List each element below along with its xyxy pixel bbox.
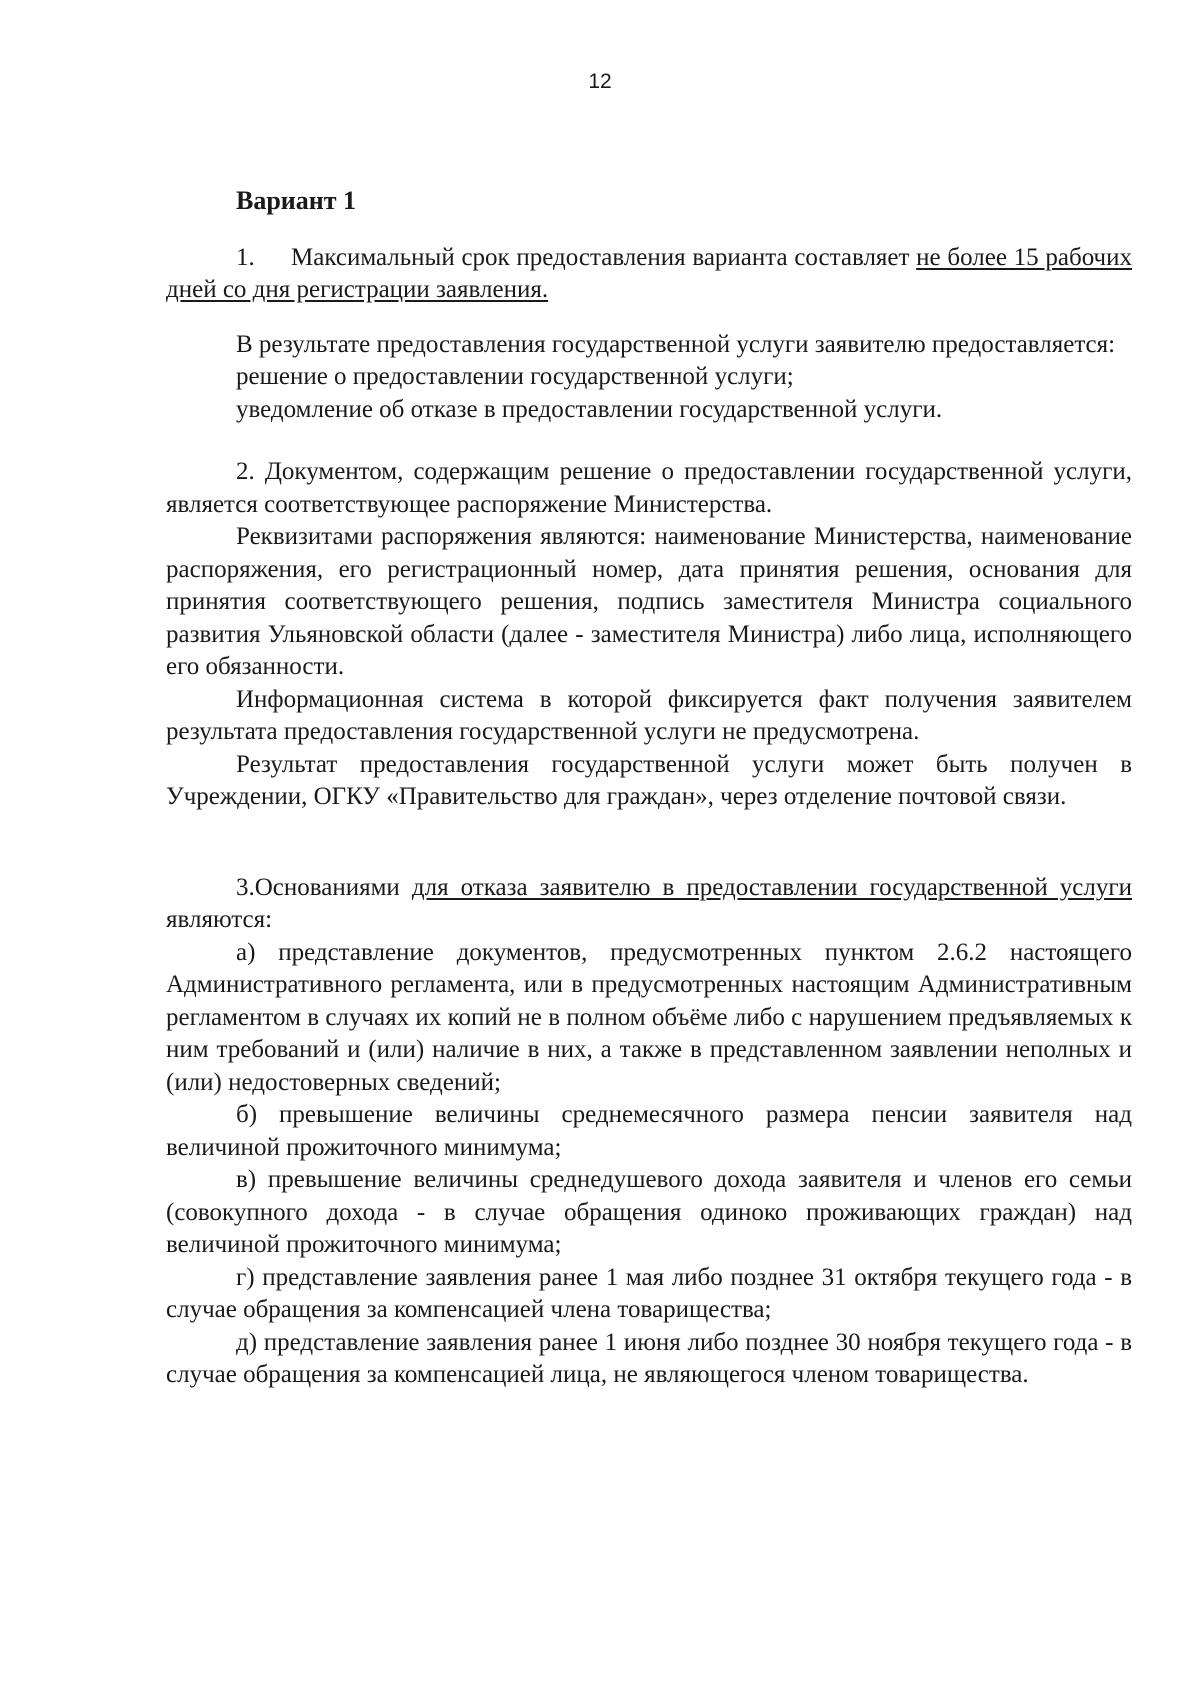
refusal-ground-b: б) превышение величины среднемесячного размера пенсии заявителя над величиной прожиточного минимума; xyxy=(166,1101,1132,1161)
result-item-refusal: уведомление об отказе в предоставлении государственной услуги. xyxy=(236,395,943,423)
paragraph-3-underlined: для отказа заявителю в предоставлении государственной услуги xyxy=(411,873,1132,901)
paragraph-2-requisites: Реквизитами распоряжения являются: наименование Министерства, наименование распоряжения, его регистрационный номер, дата принятия решения, основания для принятия соответствующего решения, подпись заместителя Министра социального развития Ульяновской области (далее - заместителя Министра) либо лица, исполняющего его обязанности. xyxy=(166,523,1132,680)
paragraph-1-term xyxy=(166,242,1132,307)
paragraph-2-info-system: Информационная система в которой фиксируется факт получения заявителем результата предоставления государственной услуги не предусмотрена. xyxy=(166,685,1132,745)
page-number: 12 xyxy=(588,70,612,93)
paragraph-3-grounds xyxy=(166,872,1132,937)
refusal-ground-v: в) превышение величины среднедушевого дохода заявителя и членов его семьи (совокупного дохода - в случае обращения одиноко проживающих граждан) над величиной прожиточного минимума; xyxy=(166,1166,1132,1258)
result-item-decision: решение о предоставлении государственной услуги; xyxy=(236,363,794,390)
item-number: 1. xyxy=(236,243,255,271)
refusal-ground-a: а) представление документов, предусмотренных пунктом 2.6.2 настоящего Административного регламента, или в предусмотренных настоящим Административным регламентом в случаях их копий не в полном объёме либо с нарушением предъявляемых к ним требований и (или) наличие в них, а также в представленном заявлении неполных и (или) недостоверных сведений; xyxy=(166,938,1132,1096)
paragraph-1-underlined: не более 15 рабочих дней со дня регистрации заявления. xyxy=(166,243,1132,303)
paragraph-3-lead: 3.Основаниями xyxy=(236,873,412,901)
paragraph-2-document: 2. Документом, содержащим решение о предоставлении государственной услуги, является соответствующее распоряжение Министерства. xyxy=(166,458,1132,518)
refusal-ground-g: г) представление заявления ранее 1 мая либо позднее 31 октября текущего года - в случае обращения за компенсацией члена товарищества; xyxy=(166,1263,1132,1323)
section-heading: Вариант 1 xyxy=(236,186,357,215)
refusal-ground-d: д) представление заявления ранее 1 июня либо позднее 30 ноября текущего года - в случае обращения за компенсацией лица, не являющегося членом товарищества. xyxy=(166,1328,1132,1388)
paragraph-2-result-receipt: Результат предоставления государственной услуги может быть получен в Учреждении, ОГКУ «Правительство для граждан», через отделение почтовой связи. xyxy=(166,750,1132,810)
paragraph-1-text: Максимальный срок предоставления варианта составляет xyxy=(291,243,917,271)
result-intro: В результате предоставления государственной услуги заявителю предоставляется: xyxy=(236,330,1116,358)
paragraph-3-tail: являются: xyxy=(166,906,273,933)
document-body xyxy=(166,185,1132,1392)
